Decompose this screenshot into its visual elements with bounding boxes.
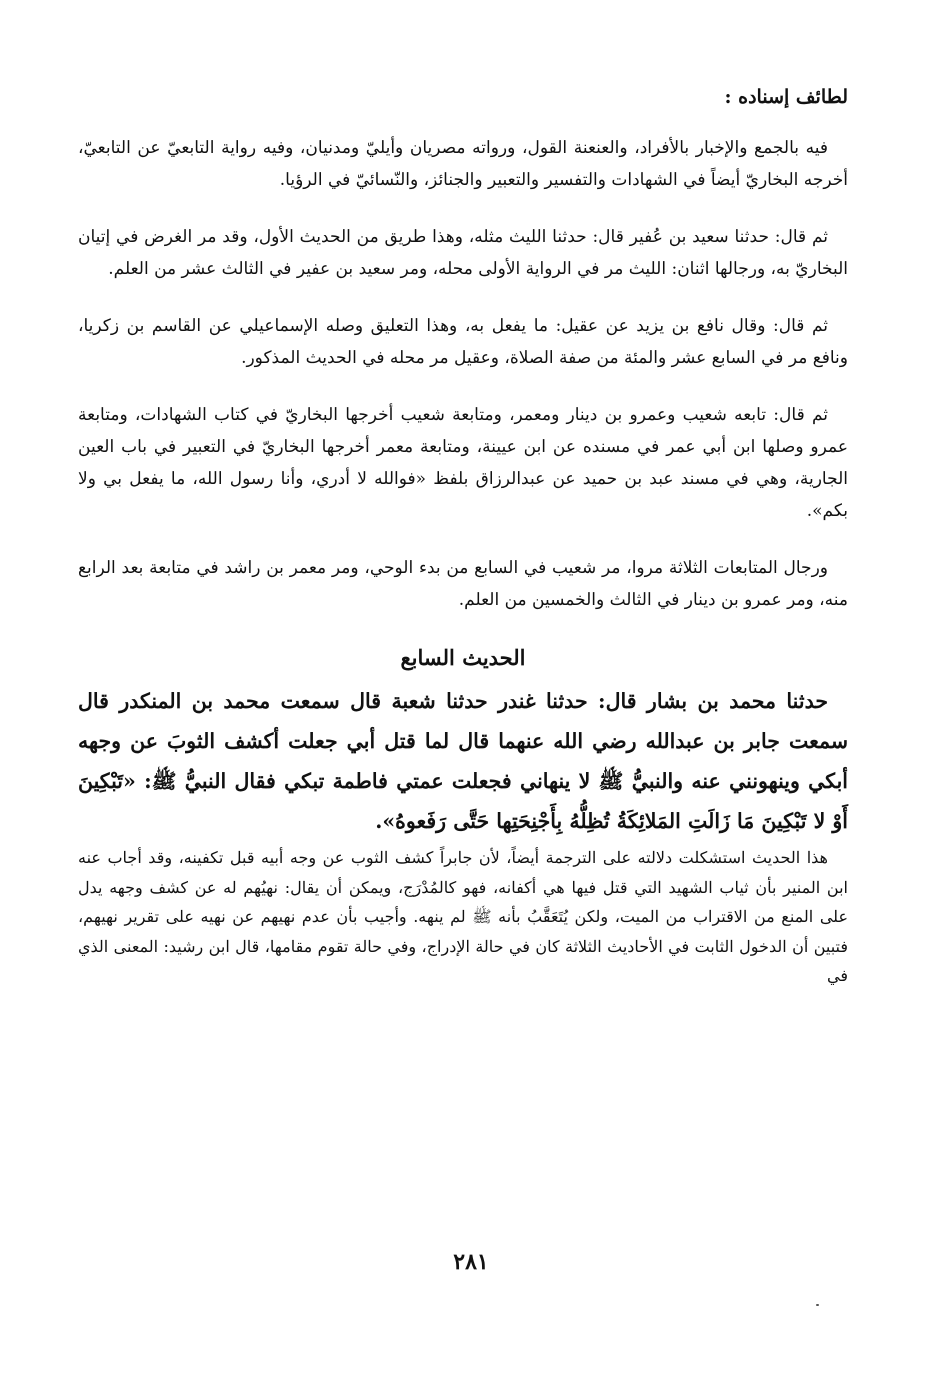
section-heading: لطائف إسناده :: [724, 86, 848, 108]
paragraph-2: ثم قال: حدثنا سعيد بن عُفير قال: حدثنا الليث مثله، وهذا طريق من الحديث الأول، وقد مر الغرض في إتيان البخاريّ به، ورجالها اثنان: الليث مر في الرواية الأولى محله، ومر سعيد بن عفير في الثالث عشر من العلم.: [78, 227, 848, 279]
page-number: ٢٨١: [453, 1249, 489, 1275]
page-content: [78, 82, 848, 991]
hadith-title: الحديث السابع: [400, 645, 526, 670]
paragraph-5: ورجال المتابعات الثلاثة مروا، مر شعيب في السابع من بدء الوحي، ومر معمر بن راشد في متابعة بعد الرابع منه، ومر عمرو بن دينار في الثالث والخمسين من العلم.: [78, 558, 848, 610]
scan-speck: [816, 1304, 819, 1306]
paragraph-1: فيه بالجمع والإخبار بالأفراد، والعنعنة القول، ورواته مصريان وأيليّ ومدنيان، وفيه رواية التابعيّ عن التابعيّ، أخرجه البخاريّ أيضاً في الشهادات والتفسير والتعبير والجنائز، والنّسائيّ في الرؤيا.: [78, 138, 848, 190]
paragraph-4: ثم قال: تابعه شعيب وعمرو بن دينار ومعمر، ومتابعة شعيب أخرجها البخاريّ في كتاب الشهادات، ومتابعة عمرو وصلها ابن أبي عمر في مسنده عن ابن عيينة، ومتابعة معمر أخرجها البخاريّ في التعبير في باب العين الجارية، وهي في مسند عبد بن حميد عن عبدالرزاق بلفظ «فوالله لا أدري، وأنا رسول الله، ما يفعل بي ولا بكم».: [78, 405, 848, 521]
paragraph-3: ثم قال: وقال نافع بن يزيد عن عقيل: ما يفعل به، وهذا التعليق وصله الإسماعيلي عن القاسم بن زكريا، ونافع مر في السابع عشر والمئة من صفة الصلاة، وعقيل مر محله في الحديث المذكور.: [78, 316, 848, 368]
hadith-text: حدثنا محمد بن بشار قال: حدثنا غندر حدثنا شعبة قال سمعت محمد بن المنكدر قال سمعت جابر بن عبدالله رضي الله عنهما قال لما قتل أبي جعلت أكشف الثوبَ عن وجهه أبكي وينهونني عنه والنبيُّ ﷺ لا ينهاني فجعلت عمتي فاطمة تبكي فقال النبيُّ ﷺ: «تَبْكِينَ أَوْ لا تَبْكِينَ مَا زَالَتِ المَلائِكَةُ تُظِلُّهُ بِأَجْنِحَتِها حَتَّى رَفَعوهُ».: [78, 689, 848, 833]
commentary-text: هذا الحديث استشكلت دلالته على الترجمة أيضاً، لأن جابراً كشف الثوب عن وجه أبيه قبل تكفينه، وقد أجاب عنه ابن المنير بأن ثياب الشهيد التي قتل فيها هي أكفانه، فهو كالمُدْرَج، ويمكن أن يقال: نهيُهم له عن كشف وجهه يدل على المنع من الاقتراب من الميت، ولكن يُتَعَقَّبُ بأنه ﷺ لم ينهه. وأجيب بأن عدم نهيهم عن نهيه على تقرير نهيهم، فتبين أن الدخول الثابت في الأحاديث الثلاثة كان في حالة الإدراج، وفي حالة تقوم مقامها، قال ابن رشيد: المعنى الذي في: [78, 848, 849, 985]
